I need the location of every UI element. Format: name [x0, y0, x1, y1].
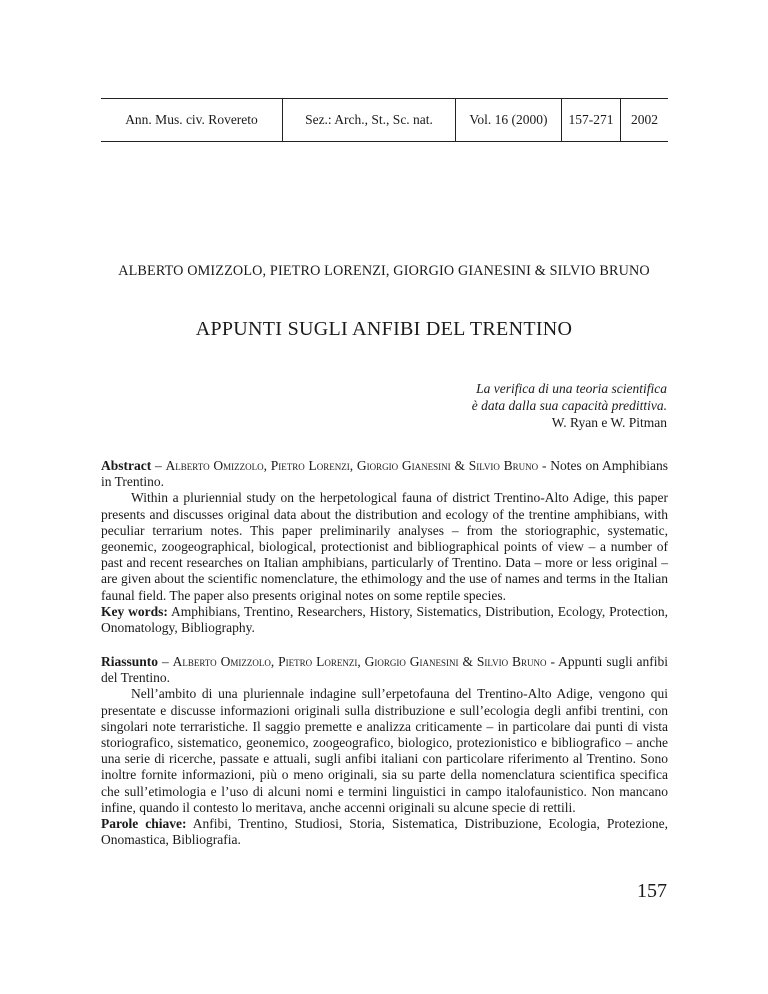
abstract-keywords: [101, 604, 668, 636]
parole-chiave-text: Anfibi, Trentino, Studiosi, Storia, Sistematica, Distribuzione, Ecologia, Protezione, Onomastica, Bibliografia.: [101, 816, 668, 848]
page-number: 157: [637, 880, 667, 902]
abstract-section: [101, 458, 668, 636]
paper-title: APPUNTI SUGLI ANFIBI DEL TRENTINO: [195, 318, 573, 340]
riassunto-heading: [101, 654, 668, 686]
riassunto-authors: Alberto Omizzolo, Pietro Lorenzi, Giorgio Gianesini & Silvio Bruno: [172, 654, 547, 669]
riassunto-body: Nell’ambito di una pluriennale indagine sull’erpetofauna del Trentino-Alto Adige, vengono qui presentate e discusse informazioni originali sulla distribuzione e sull’ecologia degli anfibi trentini, con singolari note terraristiche. Il saggio premette e analizza criticamente – in particolare dai punti di vista storiografico, sistematico, geonemico, zoogeografico, biologico, protezionistico e bibliografico – anche una serie di ricerche, passate e attuali, sugli anfibi italiani con particolare riferimento al Trentino. Sono inoltre fornite informazioni, più o meno originali, sia su parte della nomenclatura scientifica specifica che sull’etimologia e l’uso di alcuni nomi e termini linguistici in campo italofaunistico. Non mancano infine, quando il contesto lo meritava, anche accenni originali su alcune specie di rettili.: [101, 686, 668, 815]
header-pages: 157-271: [568, 112, 614, 127]
riassunto-title: - Appunti sugli anfibi del Trentino.: [101, 654, 668, 686]
header-year: 2002: [631, 112, 658, 127]
riassunto-section: [101, 654, 668, 848]
abstract-authors: Alberto Omizzolo, Pietro Lorenzi, Giorgio Gianesini & Silvio Bruno: [165, 458, 539, 473]
author-list: ALBERTO OMIZZOLO, PIETRO LORENZI, GIORGIO GIANESINI & SILVIO BRUNO: [118, 263, 650, 279]
riassunto-label: Riassunto: [101, 654, 159, 669]
abstract-label: Abstract: [101, 458, 152, 473]
riassunto-dash: –: [158, 654, 173, 669]
parole-chiave-label: Parole chiave:: [101, 816, 187, 832]
keywords-label: Key words:: [101, 603, 168, 619]
abstract-dash: –: [151, 458, 166, 473]
keywords-text: Amphibians, Trentino, Researchers, History, Sistematics, Distribution, Ecology, Protection, Onomatology, Bibliography.: [101, 603, 668, 636]
epigraph-line: è data dalla sua capacità predittiva.: [471, 398, 667, 413]
epigraph: [472, 380, 667, 431]
abstract-body: Within a pluriennial study on the herpetological fauna of district Trentino-Alto Adige, this paper presents and discusses original data about the distribution and ecology of the trentine amphibians, with peculiar terrarium notes. This paper preliminarily analyses – from the storiographic, systematic, geonemic, zoogeographical, biological, protectionist and bibliographical points of view – a number of past and recent researches on Italian amphibians, particularly of Trentino. Data – more or less original – are given about the scientific nomenclature, the ethimology and the use of names and terms in the Italian faunal field. The paper also presents original notes on some reptile species.: [101, 490, 668, 603]
abstract-title: - Notes on Amphibians in Trentino.: [101, 458, 669, 490]
abstract-heading: [101, 458, 668, 490]
epigraph-line: La verifica di una teoria scientifica: [476, 381, 667, 396]
epigraph-attribution: W. Ryan e W. Pitman: [551, 415, 667, 430]
header-volume: Vol. 16 (2000): [469, 112, 548, 127]
header-section: Sez.: Arch., St., Sc. nat.: [305, 112, 433, 127]
header-journal: Ann. Mus. civ. Rovereto: [125, 112, 258, 127]
riassunto-keywords: [101, 816, 668, 848]
header-rule-bottom: [101, 141, 668, 142]
